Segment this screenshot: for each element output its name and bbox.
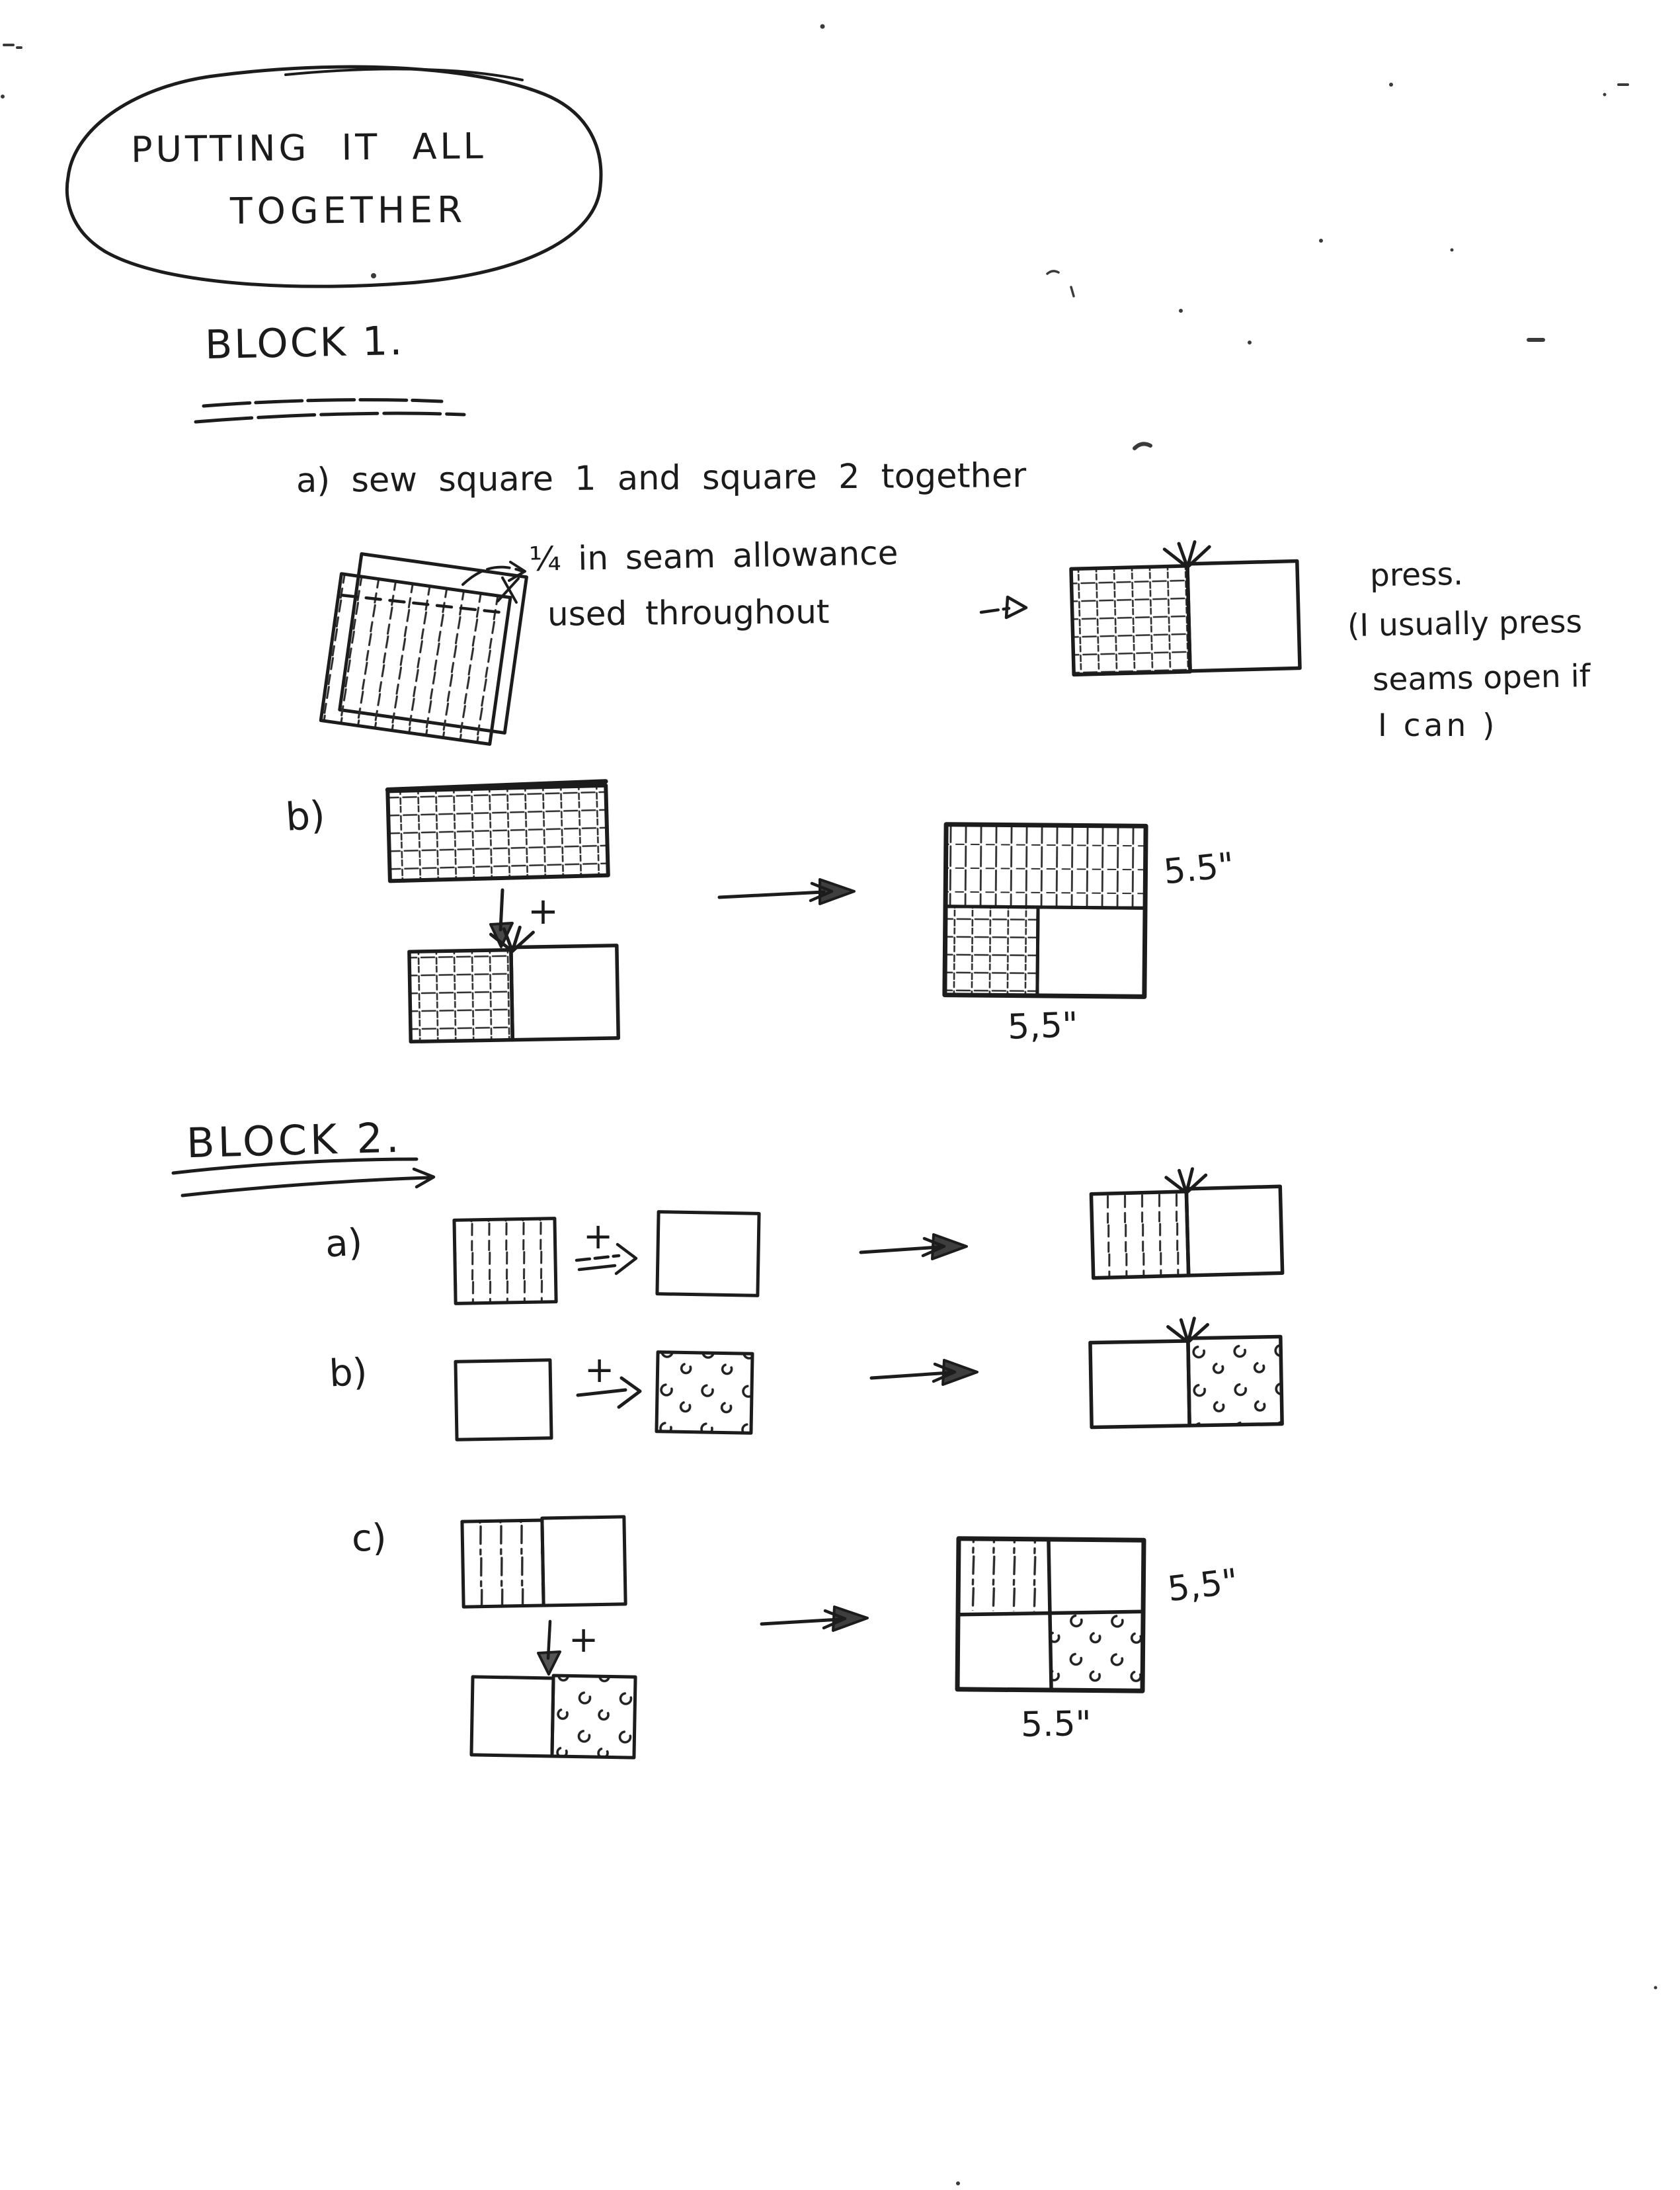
page-title-line1: PUTTING IT ALL — [130, 125, 487, 171]
plus-sign: + — [569, 1619, 599, 1660]
arrow-long-right-icon — [762, 1607, 867, 1631]
press-note-line4: I can ) — [1378, 708, 1498, 744]
arrow-down-icon — [538, 1621, 560, 1674]
press-note-line1: press. — [1369, 555, 1464, 594]
block2-step-a-label: a) — [324, 1221, 364, 1266]
block1-heading-underline — [196, 400, 464, 422]
page-title-line2: TOGETHER — [229, 188, 467, 233]
block2a-square1-drawing — [454, 1219, 556, 1304]
block1-size-side-label: 5.5" — [1162, 845, 1236, 893]
block2-size-side-label: 5,5" — [1165, 1561, 1240, 1610]
block2c-pair1-drawing — [462, 1517, 625, 1607]
block1-result-block-drawing — [945, 825, 1146, 997]
plus-sign: + — [528, 890, 559, 933]
block2a-sewn-pair-drawing — [1091, 1166, 1283, 1278]
plus-sign: + — [583, 1215, 614, 1257]
arrow-long-right-icon — [861, 1235, 967, 1259]
press-note-line3: seams open if — [1372, 658, 1591, 698]
seam-note-line2: used throughout — [547, 592, 830, 633]
block2b-sewn-pair-drawing — [1090, 1317, 1282, 1428]
block1-step-a-text: a) sew square 1 and square 2 together — [296, 456, 1027, 501]
arrow-long-right-icon — [719, 879, 854, 904]
plus-sign: + — [584, 1349, 615, 1391]
block1-step-b-label: b) — [284, 792, 327, 840]
block1a-layered-squares-drawing — [321, 551, 526, 746]
block1-size-bottom-label: 5,5" — [1006, 1005, 1079, 1047]
block2-result-block-drawing — [957, 1539, 1144, 1691]
block1a-sewn-pair-drawing — [1070, 539, 1300, 674]
block1b-strip-drawing — [387, 782, 608, 881]
block1-heading: BLOCK 1. — [204, 317, 405, 369]
tilde-mark — [1135, 444, 1150, 448]
seam-note-line1: ¼ in seam allowance — [528, 534, 899, 579]
block2-size-bottom-label: 5.5" — [1020, 1704, 1092, 1745]
block2b-square1-drawing — [456, 1360, 551, 1440]
block1b-sewn-pair-drawing — [409, 926, 618, 1041]
block2c-pair2-drawing — [471, 1674, 635, 1758]
press-note-line2: (I usually press — [1347, 603, 1583, 645]
block2b-square2-drawing — [657, 1352, 752, 1433]
title-oval — [67, 67, 601, 286]
block2-step-c-label: c) — [350, 1516, 387, 1561]
arrow-right-small-icon — [981, 597, 1026, 618]
arrow-long-right-icon — [871, 1360, 977, 1385]
block2a-square2-drawing — [657, 1212, 759, 1296]
block2-heading: BLOCK 2. — [186, 1113, 403, 1168]
block2-step-b-label: b) — [328, 1350, 369, 1396]
